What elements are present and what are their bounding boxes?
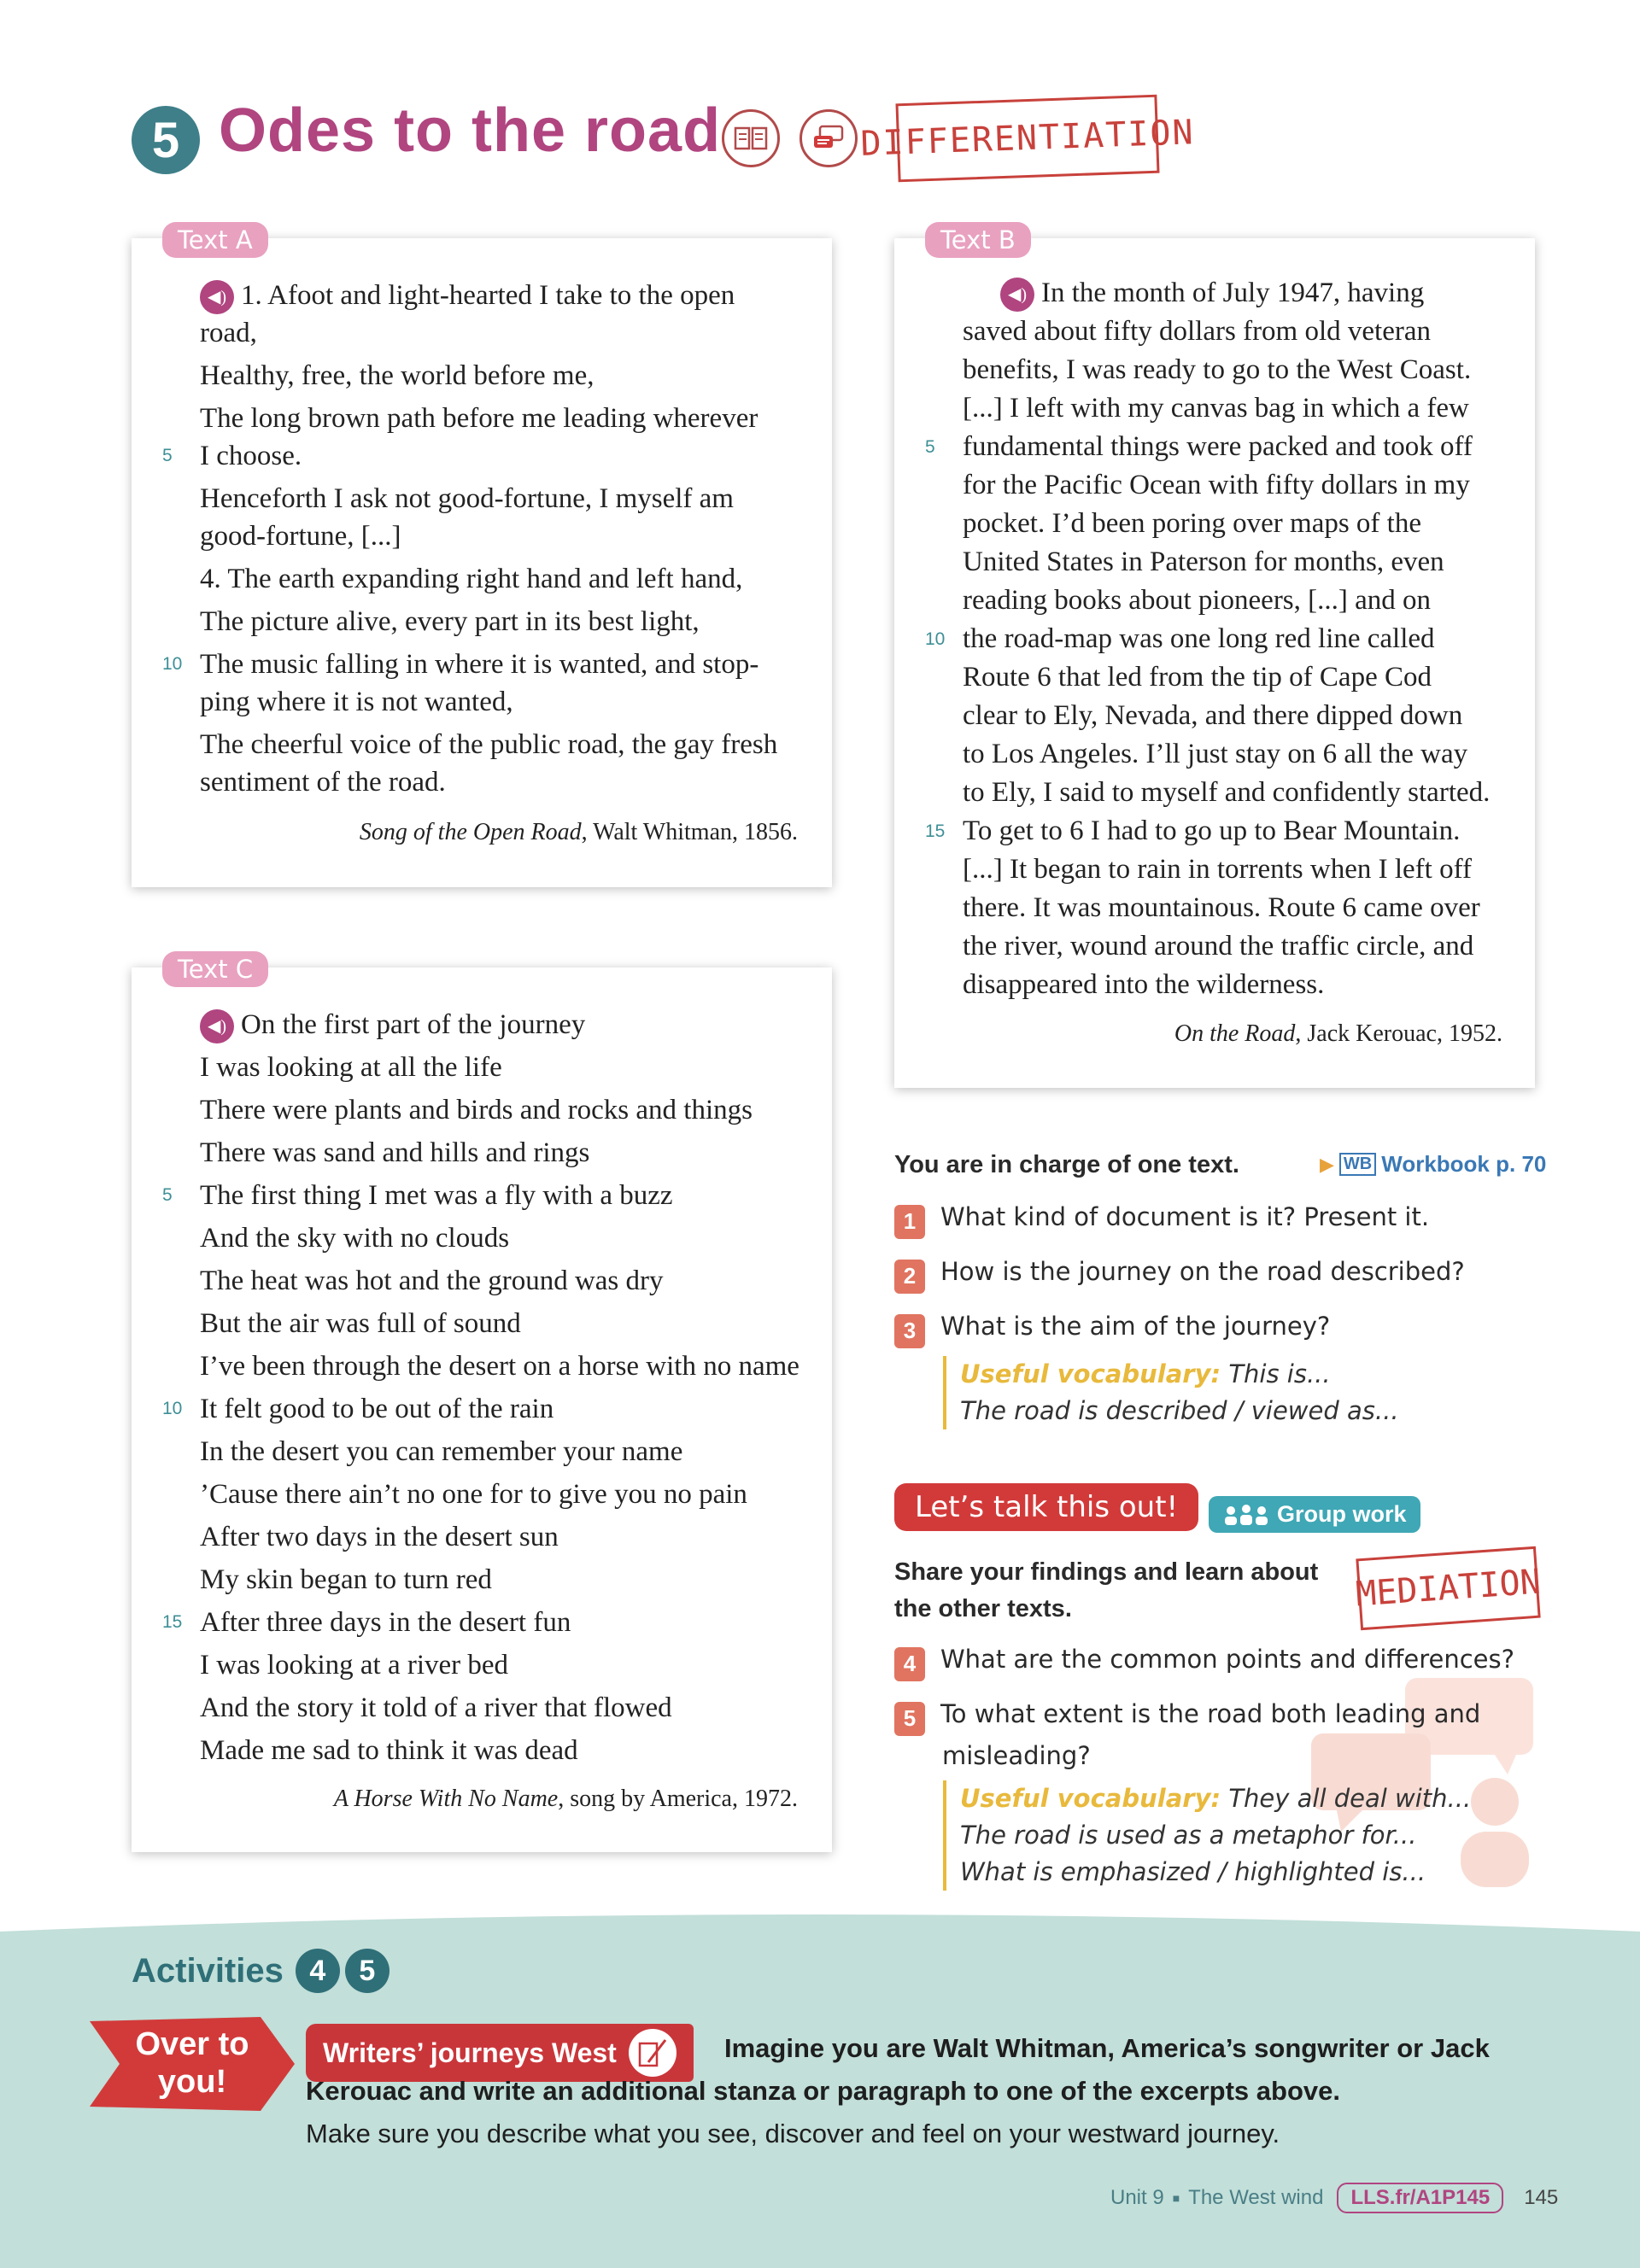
- question-5: 5 To what extent is the road both leading and misleading?: [894, 1699, 1492, 1770]
- group-icon: [1222, 1504, 1270, 1526]
- audio-icon[interactable]: ◀): [200, 280, 234, 314]
- prose-line: clear to Ely, Nevada, and there dipped down: [963, 700, 1463, 731]
- poem-line: ’Cause there ain’t no one for to give you no pain: [200, 1479, 747, 1510]
- question-3: 3 What is the aim of the journey?: [894, 1312, 1330, 1348]
- differentiation-tag: DIFFERENTIATION: [895, 95, 1159, 183]
- poem-line: The heat was hot and the ground was dry: [200, 1266, 664, 1296]
- text-c-card: [132, 967, 832, 1852]
- text-a-source: Song of the Open Road, Walt Whitman, 1856.: [359, 819, 798, 845]
- group-work-badge: Group work: [1209, 1496, 1420, 1533]
- prose-line: 15 To get to 6 I had to go up to Bear Mountain.: [925, 815, 1461, 846]
- writers-journeys-label: Writers’ journeys West: [306, 2024, 694, 2082]
- poem-line: ◀) 1. Afoot and light-hearted I take to the open: [200, 274, 798, 317]
- poem-line: The picture alive, every part in its best light,: [200, 606, 700, 637]
- poem-line: After two days in the desert sun: [200, 1522, 559, 1552]
- prose-line: for the Pacific Ocean with fifty dollars in my: [963, 470, 1470, 500]
- text-b-tab: Text B: [925, 222, 1031, 258]
- text-c-source: A Horse With No Name, song by America, 1972.: [333, 1786, 798, 1812]
- poem-line: There were plants and birds and rocks and things: [200, 1095, 753, 1125]
- play-arrow-icon: ▶: [1320, 1153, 1334, 1175]
- poem-line: ping where it is not wanted,: [200, 687, 513, 717]
- poem-line: And the story it told of a river that flowed: [200, 1692, 672, 1723]
- poem-line: I was looking at all the life: [200, 1052, 502, 1083]
- question-number: 1: [894, 1205, 925, 1239]
- prose-line: United States in Paterson for months, even: [963, 547, 1444, 577]
- prose-line: reading books about pioneers, [...] and on: [963, 585, 1432, 616]
- audio-icon[interactable]: ◀): [1000, 278, 1034, 312]
- poem-line: Henceforth I ask not good-fortune, I myself am: [200, 483, 734, 514]
- page-title: Odes to the road: [219, 96, 722, 165]
- text-b-card: [894, 238, 1535, 1088]
- prose-line: [...] I left with my canvas bag in which a few: [963, 393, 1469, 424]
- speaking-icon: [800, 109, 858, 167]
- poem-line: In the desert you can remember your name: [200, 1436, 683, 1467]
- mediation-tag: MEDIATION: [1356, 1546, 1540, 1631]
- prose-line: to Ely, I said to myself and confidently started.: [963, 777, 1491, 808]
- questions-heading: You are in charge of one text.: [894, 1151, 1239, 1178]
- prose-line: the river, wound around the traffic circle, and: [963, 931, 1474, 962]
- prose-line: to Los Angeles. I’ll just stay on 6 all the way: [963, 739, 1468, 769]
- question-1: 1 What kind of document is it? Present it.: [894, 1202, 1429, 1239]
- talk-heading: Share your findings and learn about the other texts.: [894, 1558, 1319, 1622]
- prose-line: pocket. I’d been poring over maps of the: [963, 508, 1421, 539]
- workbook-badge: WB: [1339, 1153, 1376, 1176]
- writing-prompt: Imagine you are Walt Whitman, America’s songwriter or Jack Kerouac and write an additional stanza or paragraph to one of the excerpts above. Make sure you describe what you see, discover and feel on your westward journey.: [306, 2033, 1490, 2148]
- workbook-link[interactable]: [1320, 1151, 1546, 1178]
- poem-line: 10 It felt good to be out of the rain: [162, 1394, 554, 1424]
- activity-number: 4: [296, 1949, 340, 1993]
- text-c-poem: [162, 1003, 815, 1772]
- question-number: 3: [894, 1314, 925, 1348]
- text-a-tab: Text A: [162, 222, 268, 258]
- prose-line: 10 the road-map was one long red line called: [925, 623, 1435, 654]
- lls-link[interactable]: LLS.fr/A1P145: [1337, 2183, 1503, 2213]
- unit-number-badge: 5: [132, 106, 200, 174]
- vocab-box-2: Useful vocabulary: They all deal with... The road is used as a metaphor for... What is emphasized / highlighted is...: [943, 1780, 1473, 1891]
- poem-line: The long brown path before me leading wherever: [200, 403, 758, 434]
- lets-talk-button[interactable]: Let’s talk this out!: [894, 1483, 1198, 1531]
- poem-line: The cheerful voice of the public road, the gay fresh: [200, 729, 778, 760]
- poem-line: I was looking at a river bed: [200, 1650, 509, 1681]
- poem-line: And the sky with no clouds: [200, 1223, 510, 1254]
- poem-line: sentiment of the road.: [200, 767, 446, 798]
- text-b-source: On the Road, Jack Kerouac, 1952.: [1174, 1020, 1502, 1047]
- prose-line: Route 6 that led from the tip of Cape Cod: [963, 662, 1432, 693]
- poem-line: Healthy, free, the world before me,: [200, 360, 594, 391]
- question-2: 2 How is the journey on the road described?: [894, 1257, 1465, 1294]
- reading-icon: [722, 109, 780, 167]
- text-b-prose: [925, 274, 1502, 1004]
- poem-line: ◀) On the first part of the journey: [200, 1003, 815, 1046]
- prose-line: saved about fifty dollars from old veteran: [963, 316, 1431, 347]
- poem-line: My skin began to turn red: [200, 1564, 492, 1595]
- vocab-box-1: Useful vocabulary: This is... The road is described / viewed as...: [943, 1356, 1473, 1429]
- question-number: 4: [894, 1647, 925, 1681]
- question-4: 4 What are the common points and differences?: [894, 1645, 1514, 1681]
- text-a-poem: [162, 274, 798, 804]
- text-a-card: [132, 238, 832, 887]
- page-footer: Unit 9 ■ The West wind LLS.fr/A1P145 145: [1110, 2183, 1558, 2213]
- poem-line: I’ve been through the desert on a horse with no name: [200, 1351, 800, 1382]
- question-number: 2: [894, 1260, 925, 1294]
- activity-number: 5: [345, 1949, 390, 1993]
- poem-line: good-fortune, [...]: [200, 521, 401, 552]
- question-number: 5: [894, 1702, 925, 1736]
- poem-line: There was sand and hills and rings: [200, 1137, 590, 1168]
- prose-line: [...] It began to rain in torrents when I left off: [963, 854, 1472, 885]
- workbook-label: Workbook p. 70: [1381, 1151, 1547, 1177]
- poem-line: 5 I choose.: [162, 441, 302, 471]
- prose-line: 5 fundamental things were packed and took off: [925, 431, 1473, 462]
- poem-line: 4. The earth expanding right hand and left hand,: [200, 564, 743, 594]
- text-c-tab: Text C: [162, 951, 268, 987]
- prose-line: benefits, I was ready to go to the West Coast.: [963, 354, 1472, 385]
- over-to-you-arrow: Over to you!: [90, 2017, 295, 2111]
- poem-line: Made me sad to think it was dead: [200, 1735, 578, 1766]
- prose-line: ◀) In the month of July 1947, having: [963, 274, 1502, 313]
- poem-line: 15 After three days in the desert fun: [162, 1607, 571, 1638]
- poem-line: 10 The music falling in where it is wanted, and stop-: [162, 649, 759, 680]
- page-number: 145: [1524, 2186, 1559, 2209]
- prose-line: disappeared into the wilderness.: [963, 969, 1325, 1000]
- poem-line: But the air was full of sound: [200, 1308, 521, 1339]
- poem-line: road,: [200, 318, 257, 348]
- prose-line: there. It was mountainous. Route 6 came over: [963, 892, 1480, 923]
- audio-icon[interactable]: ◀): [200, 1009, 234, 1043]
- poem-line: 5 The first thing I met was a fly with a buzz: [162, 1180, 673, 1211]
- activities-heading: Activities 4 5: [132, 1949, 390, 1993]
